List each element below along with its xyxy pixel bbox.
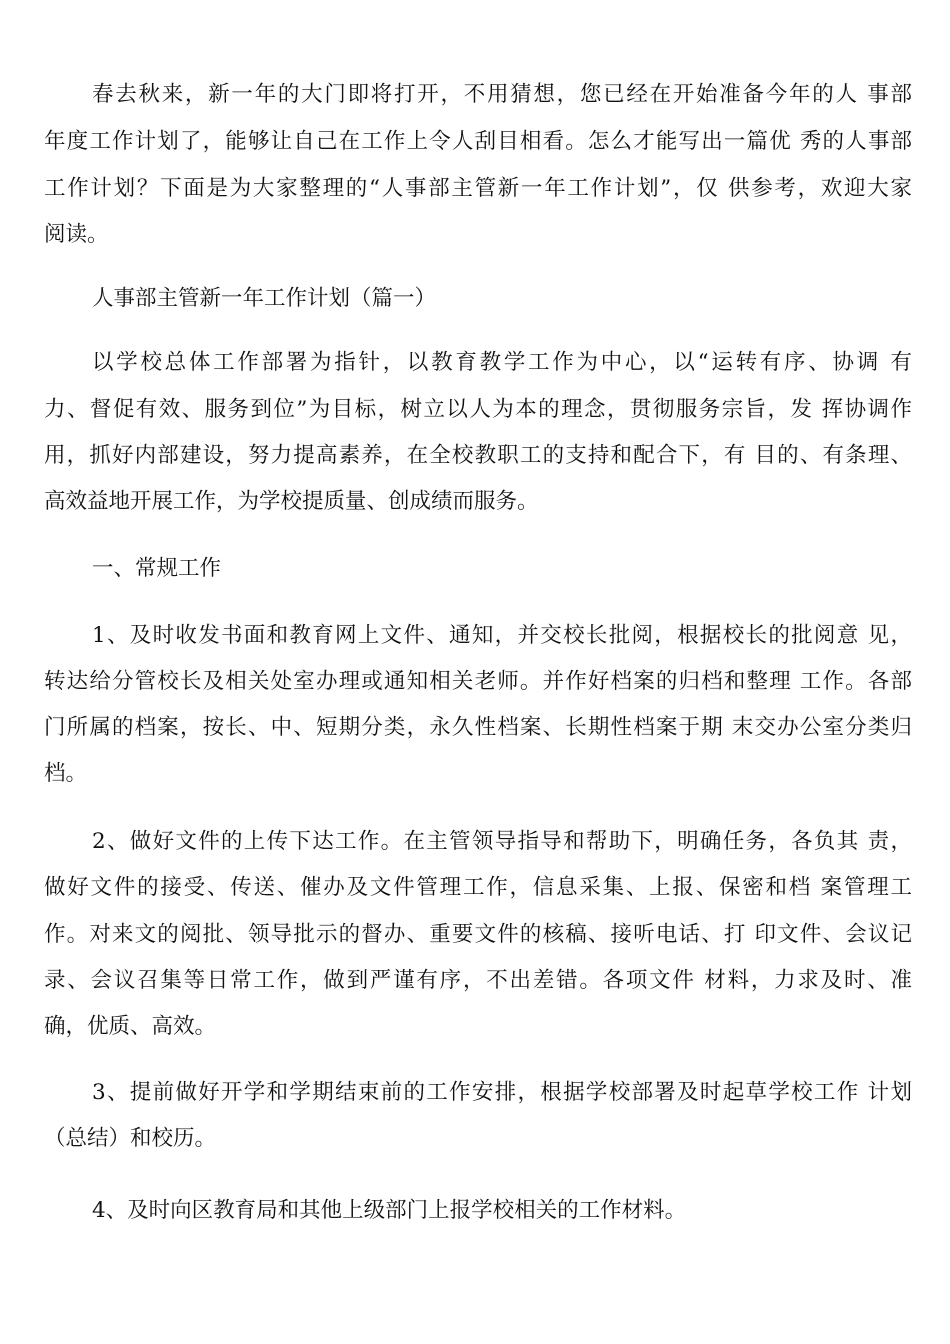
text-line: 确，优质、高效。	[44, 1014, 217, 1039]
text-line: 1、及时收发书面和教育网上文件、通知，并交校长批阅，根据校长的批阅意 见，	[92, 623, 912, 648]
text-line: 档。	[44, 761, 88, 786]
text-line: 高效益地开展工作，为学校提质量、创成绩而服务。	[44, 489, 539, 514]
section-heading: 一、常规工作	[92, 556, 222, 581]
text-line: 作。对来文的阅批、领导批示的督办、重要文件的核稿、接听电话、打 印文件、会议记	[44, 922, 912, 947]
text-line: 工作计划？下面是为大家整理的“人事部主管新一年工作计划”，仅 供参考，欢迎大家	[44, 176, 912, 201]
text-line: 阅读。	[44, 222, 109, 247]
text-line: 用，抓好内部建设，努力提高素养，在全校教职工的支持和配合下，有 目的、有条理、	[44, 443, 912, 468]
text-line: 录、会议召集等日常工作，做到严谨有序，不出差错。各项文件 材料，力求及时、准	[44, 968, 912, 993]
text-line: （总结）和校历。	[44, 1126, 217, 1151]
text-line: 2、做好文件的上传下达工作。在主管领导指导和帮助下，明确任务，各负其 责，	[92, 829, 912, 854]
text-line: 春去秋来，新一年的大门即将打开，不用猜想，您已经在开始准备今年的人 事部	[92, 82, 912, 107]
plan-title: 人事部主管新一年工作计划（篇一）	[92, 286, 437, 311]
text-line: 以学校总体工作部署为指针，以教育教学工作为中心，以“运转有序、协调 有	[92, 350, 912, 375]
text-line: 力、督促有效、服务到位”为目标，树立以人为本的理念，贯彻服务宗旨，发 挥协调作	[44, 397, 912, 422]
text-line: 做好文件的接受、传送、催办及文件管理工作，信息采集、上报、保密和档 案管理工	[44, 875, 912, 900]
text-line: 转达给分管校长及相关处室办理或通知相关老师。并作好档案的归档和整理 工作。各部	[44, 669, 912, 694]
list-item-4: 4、及时向区教育局和其他上级部门上报学校相关的工作材料。	[92, 1198, 687, 1223]
text-line: 3、提前做好开学和学期结束前的工作安排，根据学校部署及时起草学校工作 计划	[92, 1080, 912, 1105]
text-line: 门所属的档案，按长、中、短期分类，永久性档案、长期性档案于期 末交办公室分类归	[44, 715, 912, 740]
text-line: 年度工作计划了，能够让自己在工作上令人刮目相看。怎么才能写出一篇优 秀的人事部	[44, 129, 912, 154]
